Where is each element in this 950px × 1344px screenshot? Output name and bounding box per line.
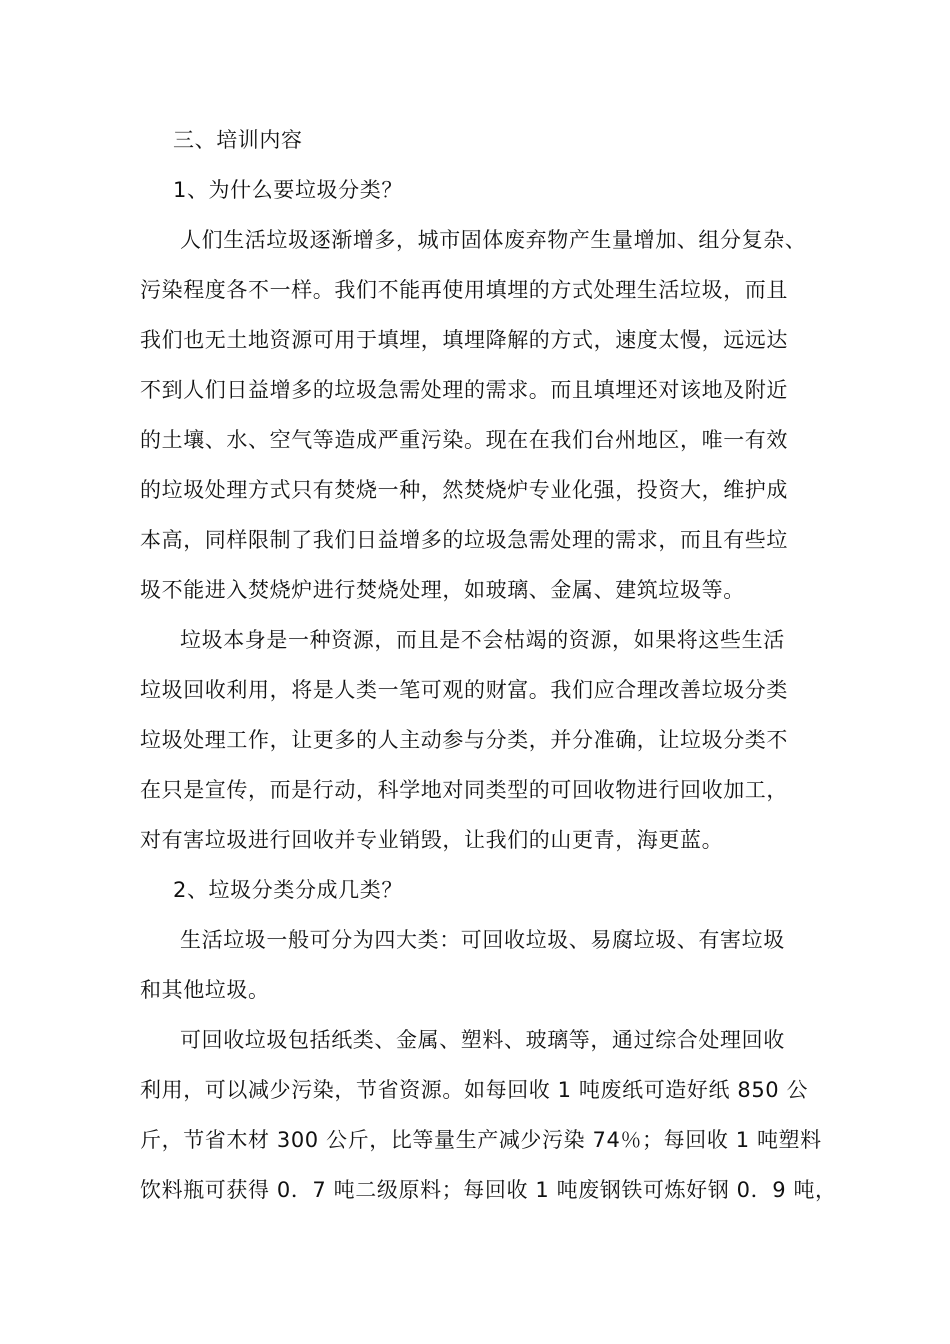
paragraph-4-line: 饮料瓶可获得 0．7 吨二级原料；每回收 1 吨废钢铁可炼好钢 0．9 吨， (140, 1178, 837, 1202)
paragraph-1-line: 人们生活垃圾逐渐增多，城市固体废弃物产生量增加、组分复杂、 (180, 228, 807, 252)
paragraph-2-line: 垃圾回收利用，将是人类一笔可观的财富。我们应合理改善垃圾分类 (140, 678, 788, 702)
paragraph-1-line: 不到人们日益增多的垃圾急需处理的需求。而且填埋还对该地及附近 (140, 378, 788, 402)
section-title: 三、培训内容 (173, 128, 303, 152)
paragraph-1-line: 的土壤、水、空气等造成严重污染。现在在我们台州地区，唯一有效 (140, 428, 788, 452)
paragraph-2-line: 垃圾本身是一种资源，而且是不会枯竭的资源，如果将这些生活 (180, 628, 785, 652)
paragraph-4-line: 可回收垃圾包括纸类、金属、塑料、玻璃等，通过综合处理回收 (180, 1028, 785, 1052)
question-2-title: 2、垃圾分类分成几类？ (173, 878, 403, 902)
paragraph-4-line: 利用，可以减少污染，节省资源。如每回收 1 吨废纸可造好纸 850 公 (140, 1078, 809, 1102)
paragraph-3-line: 生活垃圾一般可分为四大类：可回收垃圾、易腐垃圾、有害垃圾 (180, 928, 785, 952)
paragraph-2-line: 垃圾处理工作，让更多的人主动参与分类，并分准确，让垃圾分类不 (140, 728, 788, 752)
paragraph-1-line: 污染程度各不一样。我们不能再使用填埋的方式处理生活垃圾，而且 (140, 278, 788, 302)
paragraph-2-line: 对有害垃圾进行回收并专业销毁，让我们的山更青，海更蓝。 (140, 828, 724, 852)
paragraph-1-line: 的垃圾处理方式只有焚烧一种，然焚烧炉专业化强，投资大，维护成 (140, 478, 788, 502)
paragraph-1-line: 本高，同样限制了我们日益增多的垃圾急需处理的需求，而且有些垃 (140, 528, 788, 552)
paragraph-3-line: 和其他垃圾。 (140, 978, 270, 1002)
paragraph-1-line: 我们也无土地资源可用于填埋，填埋降解的方式，速度太慢，远远达 (140, 328, 788, 352)
paragraph-4-line: 斤，节省木材 300 公斤，比等量生产减少污染 74％；每回收 1 吨塑料 (140, 1128, 822, 1152)
paragraph-2-line: 在只是宣传，而是行动，科学地对同类型的可回收物进行回收加工， (140, 778, 788, 802)
paragraph-1-line: 圾不能进入焚烧炉进行焚烧处理，如玻璃、金属、建筑垃圾等。 (140, 578, 745, 602)
question-1-title: 1、为什么要垃圾分类？ (173, 178, 403, 202)
